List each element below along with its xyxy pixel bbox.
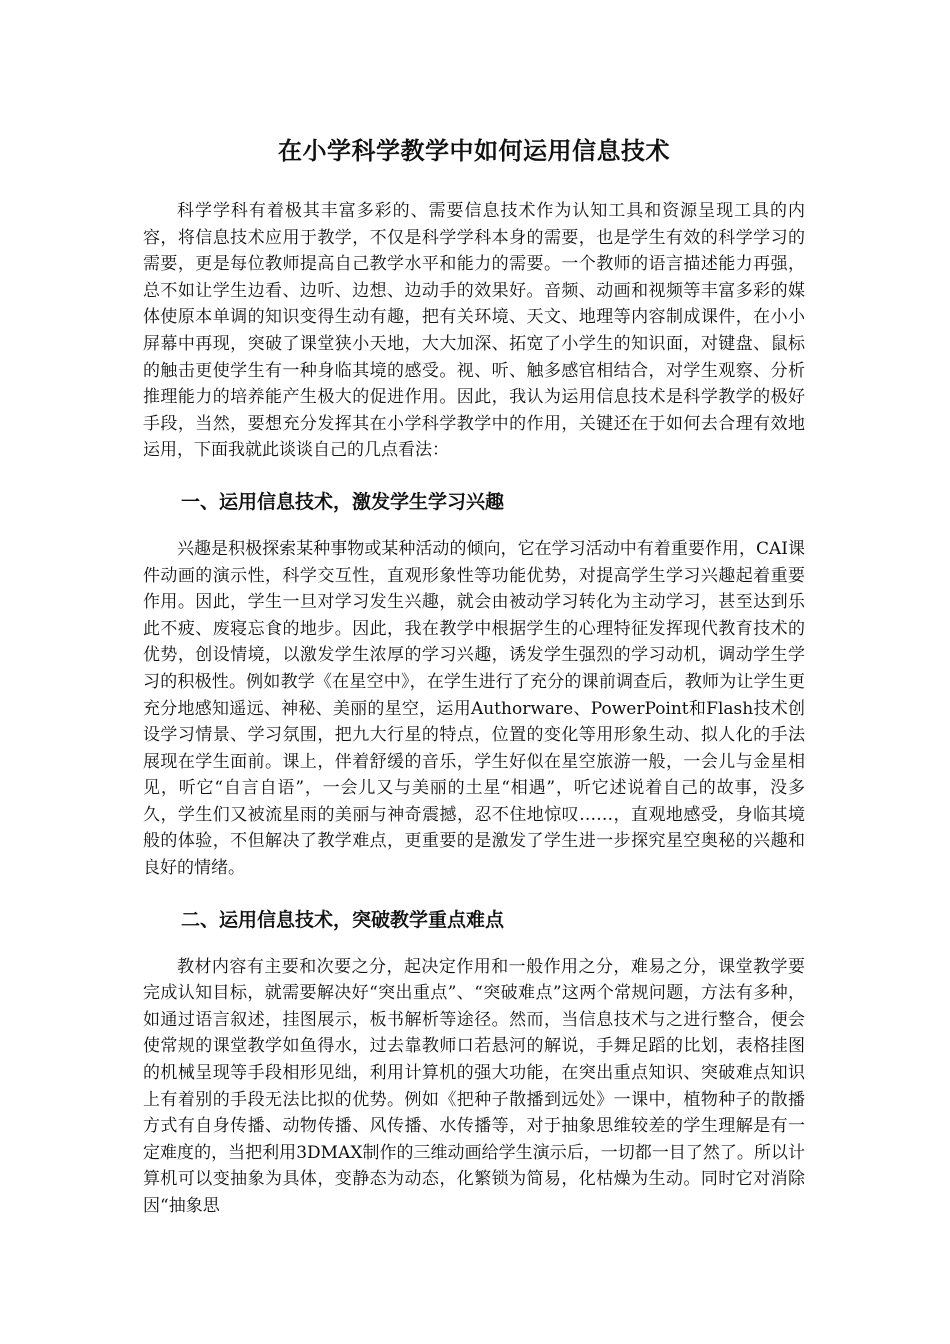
section-heading-1: 一、运用信息技术，激发学生学习兴趣 (181, 490, 505, 513)
document-page (143, 128, 805, 1220)
intro-paragraph: 科学学科有着极其丰富多彩的、需要信息技术作为认知工具和资源呈现工具的内容，将信息技术应用于教学，不仅是科学学科本身的需要，也是学生有效的科学学习的需要，更是每位教师提高自己教学水平和能力的需要。一个教师的语言描述能力再强，总不如让学生边看、边听、边想、边动手的效果好。音频、动画和视频等丰富多彩的媒体使原本单调的知识变得生动有趣，把有关环境、天文、地理等内容制成课件，在小小屏幕中再现，突破了课堂狭小天地，大大加深、拓宽了小学生的知识面，对键盘、鼠标的触击更使学生有一种身临其境的感受。视、听、触多感官相结合，对学生观察、分析推理能力的培养能产生极大的促进作用。因此，我认为运用信息技术是科学教学的极好手段，当然，要想充分发挥其在小学科学教学中的作用，关键还在于如何去合理有效地运用，下面我就此谈谈自己的几点看法： (143, 201, 805, 461)
page-title: 在小学科学教学中如何运用信息技术 (278, 136, 670, 165)
section-paragraph-2: 教材内容有主要和次要之分，起决定作用和一般作用之分，难易之分，课堂教学要完成认知目标，就需要解决好“突出重点”、“突破难点”这两个常规问题，方法有多种，如通过语言叙述，挂图展示，板书解析等途径。然而，当信息技术与之进行整合，便会使常规的课堂教学如鱼得水，过去靠教师口若悬河的解说，手舞足蹈的比划，表格挂图的机械呈现等手段相形见绌，利用计算机的强大功能，在突出重点知识、突破难点知识上有着别的手段无法比拟的优势。例如《把种子散播到远处》一课中，植物种子的散播方式有自身传播、动物传播、风传播、水传播等，对于抽象思维较差的学生理解是有一定难度的，当把利用3DMAX制作的三维动画给学生演示后，一切都一目了然了。所以计算机可以变抽象为具体，变静态为动态，化繁锁为简易，化枯燥为生动。同时它对消除因“抽象思 (143, 956, 805, 1216)
section-paragraph-1: 兴趣是积极探索某种事物或某种活动的倾向，它在学习活动中有着重要作用，CAI课件动画的演示性，科学交互性，直观形象性等功能优势，对提高学生学习兴趣起着重要作用。因此，学生一旦对学习发生兴趣，就会由被动学习转化为主动学习，甚至达到乐此不疲、废寝忘食的地步。因此，我在教学中根据学生的心理特征发挥现代教育技术的优势，创设情境，以激发学生浓厚的学习兴趣，诱发学生强烈的学习动机，调动学生学习的积极性。例如教学《在星空中》，在学生进行了充分的课前调查后，教师为让学生更充分地感知遥远、神秘、美丽的星空，运用Authorware、PowerPoint和Flash技术创设学习情景、学习氛围，把九大行星的特点，位置的变化等用形象生动、拟人化的手法展现在学生面前。课上，伴着舒缓的音乐，学生好似在星空旅游一般，一会儿与金星相见，听它“自言自语”，一会儿又与美丽的土星“相遇”，听它述说着自己的故事，没多久，学生们又被流星雨的美丽与神奇震撼，忍不住地惊叹……，直观地感受，身临其境般的体验，不但解决了教学难点，更重要的是激发了学生进一步探究星空奥秘的兴趣和良好的情绪。 (143, 538, 805, 879)
section-heading-2: 二、运用信息技术，突破教学重点难点 (181, 908, 505, 931)
